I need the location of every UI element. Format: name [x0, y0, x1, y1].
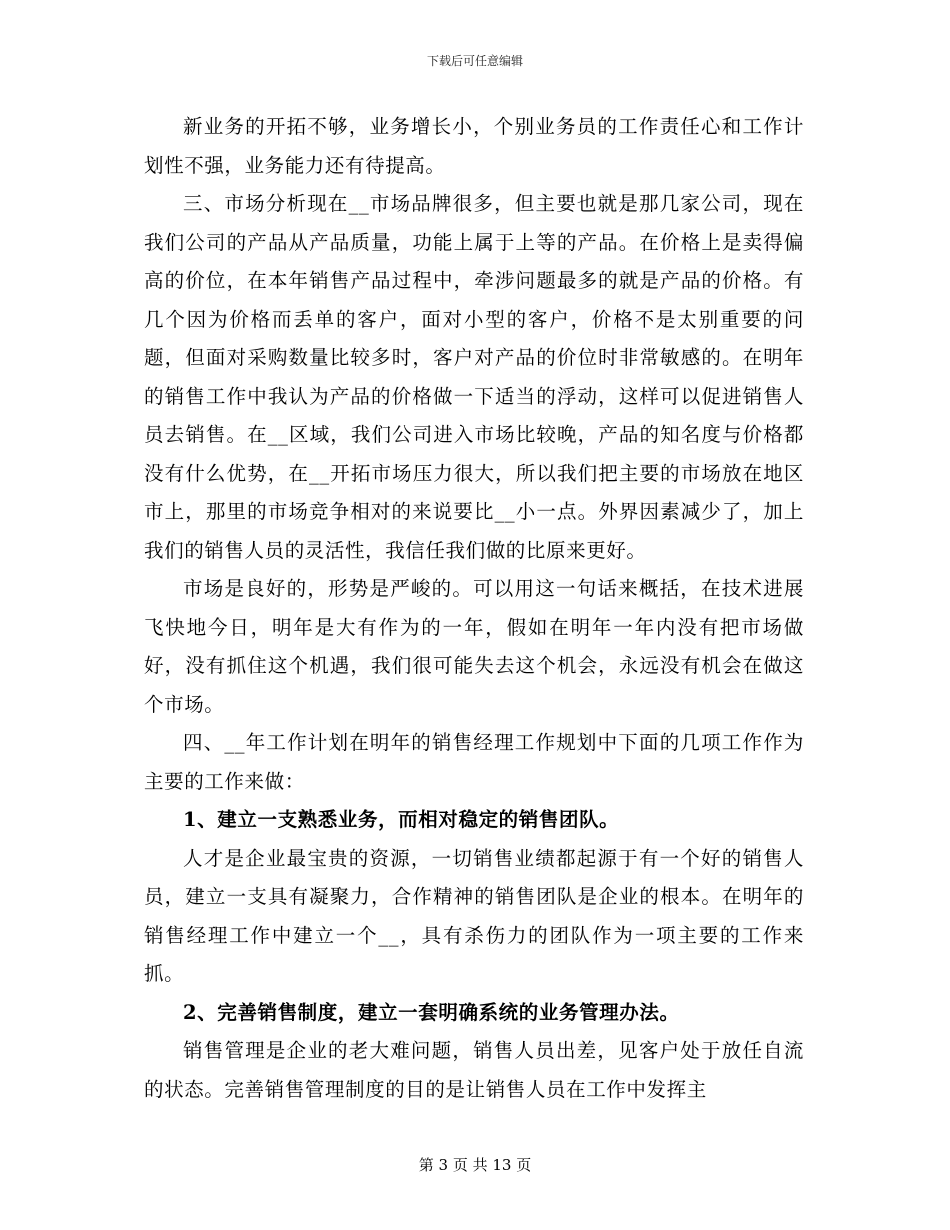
paragraph: 市场是良好的，形势是严峻的。可以用这一句话来概括，在技术进展飞快地今日，明年是大有作为的一年，假如在明年一年内没有把市场做好，没有抓住这个机遇，我们很可能失去这个机会，永远没有机会在做这个市场。: [144, 577, 804, 716]
document-body: [144, 108, 804, 1109]
paragraph: 人才是企业最宝贵的资源，一切销售业绩都起源于有一个好的销售人员，建立一支具有凝聚力，合作精神的销售团队是企业的根本。在明年的销售经理工作中建立一个__，具有杀伤力的团队作为一项主要的工作来抓。: [144, 846, 804, 985]
page-number: 第 3 页 共 13 页: [418, 1156, 532, 1174]
section-heading: 2、完善销售制度，建立一套明确系统的业务管理办法。: [183, 1000, 680, 1024]
header-note: 下载后可任意编辑: [426, 54, 523, 68]
paragraph: 销售管理是企业的老大难问题，销售人员出差，见客户处于放任自流的状态。完善销售管理制度的目的是让销售人员在工作中发挥主: [144, 1039, 804, 1101]
section-heading: 1、建立一支熟悉业务，而相对稳定的销售团队。: [183, 808, 620, 831]
paragraph: 四、__年工作计划在明年的销售经理工作规划中下面的几项工作作为主要的工作来做：: [144, 731, 804, 793]
paragraph: 新业务的开拓不够，业务增长小，个别业务员的工作责任心和工作计划性不强，业务能力还有待提高。: [144, 115, 804, 177]
paragraph: 三、市场分析现在__市场品牌很多，但主要也就是那几家公司，现在我们公司的产品从产品质量，功能上属于上等的产品。在价格上是卖得偏高的价位，在本年销售产品过程中，牵涉问题最多的就是产品的价格。有几个因为价格而丢单的客户，面对小型的客户，价格不是太别重要的问题，但面对采购数量比较多时，客户对产品的价位时非常敏感的。在明年的销售工作中我认为产品的价格做一下适当的浮动，这样可以促进销售人员去销售。在__区域，我们公司进入市场比较晚，产品的知名度与价格都没有什么优势，在__开拓市场压力很大，所以我们把主要的市场放在地区市上，那里的市场竞争相对的来说要比__小一点。外界因素减少了，加上我们的销售人员的灵活性，我信任我们做的比原来更好。: [144, 192, 804, 562]
